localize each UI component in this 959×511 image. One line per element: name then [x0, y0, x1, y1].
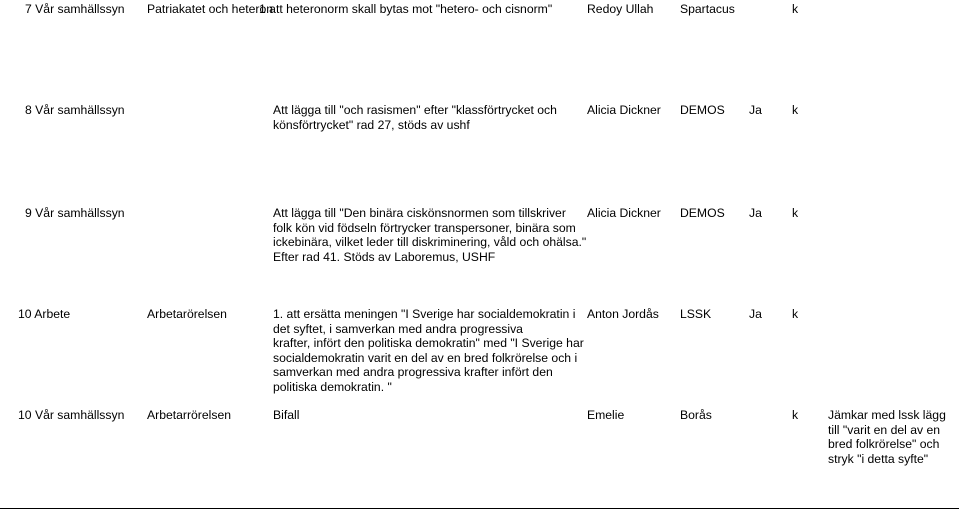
row-9-code: k: [792, 206, 799, 220]
row-10b-category: Arbetarrörelsen: [147, 408, 231, 422]
row-9-org: DEMOS: [680, 206, 725, 220]
row-9-section: 9 Vår samhällssyn: [25, 206, 125, 220]
row-10-author: Anton Jordås: [587, 307, 659, 321]
table-bottom-rule: [0, 508, 959, 509]
row-7-org: Spartacus: [680, 2, 735, 16]
row-7-section: 7 Vår samhällssyn: [25, 2, 125, 16]
row-8-vote: Ja: [749, 103, 762, 117]
row-10-text: 1. att ersätta meningen "I Sverige har socialdemokratin i det syftet, i samverkan med andra progressiva krafter, infört den politiska demokratin" med "I Sverige har socialdemokratin varit en del av en bred folkrörelse och i samverkan med andra progressiva krafter infört den politiska demokratin. ": [273, 307, 584, 394]
row-10b-section: 10 Vår samhällssyn: [18, 408, 125, 422]
row-10-code: k: [792, 307, 799, 321]
row-10b-text: Bifall: [273, 408, 300, 422]
row-8-org: DEMOS: [680, 103, 725, 117]
row-10b-author: Emelie: [587, 408, 625, 422]
row-10b-vote: k: [792, 408, 799, 422]
row-8-code: k: [792, 103, 799, 117]
row-10-section: 10 Arbete: [18, 307, 71, 321]
row-10-category: Arbetarörelsen: [147, 307, 227, 321]
row-7-code: k: [792, 2, 799, 16]
row-7-text: 1 att heteronorm skall bytas mot "hetero- och cisnorm": [259, 2, 553, 16]
row-10-vote: Ja: [749, 307, 762, 321]
row-10b-org: Borås: [680, 408, 712, 422]
row-9-text: Att lägga till "Den binära ciskönsnormen som tillskriver folk kön vid födseln förtrycker transpersoner, binära som ickebinära, vilket leder till diskriminering, våld och ohälsa." Efter rad 41. Stöds av Laboremus, USHF: [273, 206, 587, 264]
row-8-section: 8 Vår samhällssyn: [25, 103, 125, 117]
row-7-category: Patriakatet och heteron: [147, 2, 274, 16]
row-9-author: Alicia Dickner: [587, 206, 661, 220]
row-8-text: Att lägga till "och rasismen" efter "klassförtrycket och könsförtrycket" rad 27, stöds av ushf: [273, 103, 557, 132]
row-10b-note: Jämkar med lssk lägg till "varit en del av en bred folkrörelse" och stryk "i detta syfte": [828, 408, 946, 466]
row-10-org: LSSK: [680, 307, 712, 321]
row-9-vote: Ja: [749, 206, 762, 220]
row-7-author: Redoy Ullah: [587, 2, 654, 16]
row-8-author: Alicia Dickner: [587, 103, 661, 117]
